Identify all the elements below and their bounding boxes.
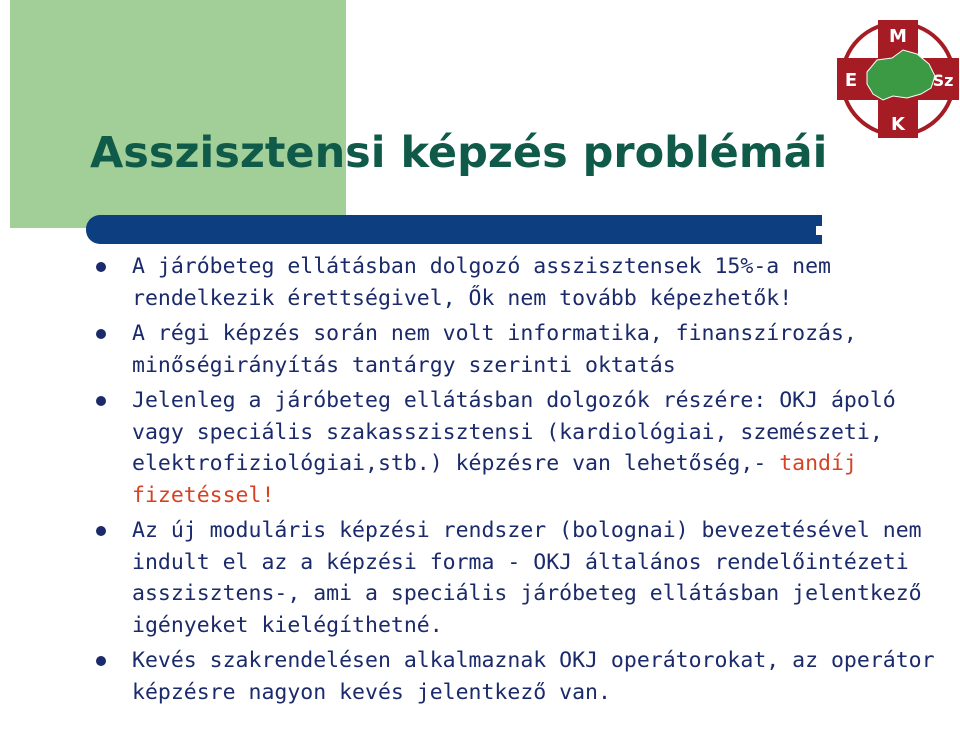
bullet-dot-icon [96, 656, 106, 666]
title-underline-bar [86, 215, 822, 244]
bullet-item [92, 318, 952, 381]
left-margin-strip [0, 0, 10, 734]
decorative-green-block [0, 0, 346, 228]
bullet-text: Az új moduláris képzési rendszer (bolognai) bevezetésével nem indult el az a képzési forma - OKJ általános rendelőintézeti asszisztens-, ami a speciális járóbeteg ellátásban jelentkező igényeket kielégíthetné. [132, 518, 922, 638]
bullet-text: A járóbeteg ellátásban dolgozó asszisztensek 15%-a nem rendelkezik érettségivel, Ők nem tovább képezhetők! [132, 254, 831, 311]
bullet-dot-icon [96, 262, 106, 272]
bullet-accent-text: tandíj fizetéssel! [132, 451, 857, 508]
organization-logo [837, 20, 959, 138]
bullet-text: A régi képzés során nem volt informatika, finanszírozás, minőségirányítás tantárgy szerinti oktatás [132, 321, 857, 378]
bullet-dot-icon [96, 329, 106, 339]
bullet-item [92, 385, 952, 511]
bullet-item [92, 515, 952, 641]
bullet-text: Kevés szakrendelésen alkalmaznak OKJ operátorokat, az operátor képzésre nagyon kevés jelentkező van. [132, 648, 935, 705]
bullet-list [92, 251, 952, 712]
bullet-text: Jelenleg a járóbeteg ellátásban dolgozók részére: OKJ ápoló vagy speciális szakasszisztensi (kardiológiai, szemészeti, elektrofiziológiai,stb.) képzésre van lehetőség,- [132, 388, 896, 476]
slide-title: Asszisztensi képzés problémái [90, 128, 828, 178]
bullet-item [92, 251, 952, 314]
bullet-item [92, 645, 952, 708]
logo-letter-m: M [889, 26, 907, 47]
logo-letter-e: E [844, 70, 858, 91]
logo-letter-sz: Sz [932, 71, 954, 90]
bullet-dot-icon [96, 526, 106, 536]
logo-letter-k: K [891, 114, 905, 135]
bullet-dot-icon [96, 396, 106, 406]
bar-tail-gap [816, 226, 960, 235]
